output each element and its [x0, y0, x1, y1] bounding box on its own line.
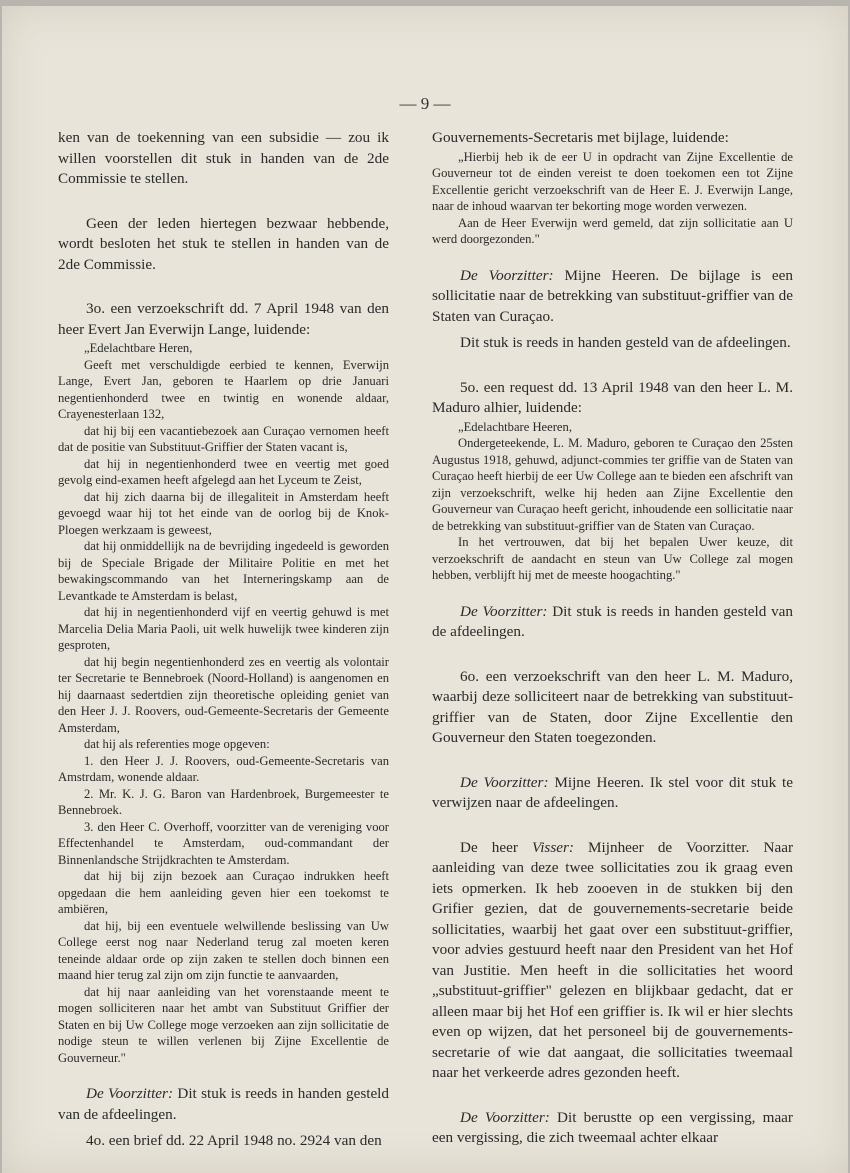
quote-line: „Edelachtbare Heeren, — [458, 419, 572, 434]
paragraph-text: Dit berustte op een vergissing, maar een vergissing, die zich tweemaal achter elkaar — [432, 1108, 793, 1146]
quote-line: dat hij in negentienhonderd vijf en veertig gehuwd is met Marcelia Delia Maria Paoli, uit welk huwelijk twee kinderen zijn gesproten, — [58, 605, 389, 652]
quote-line: dat hij bij zijn bezoek aan Curaçao indrukken heeft opgedaan die hem aanleiding geven hier een toekomst te ambiëren, — [58, 869, 389, 916]
paragraph — [432, 602, 793, 643]
speaker: De Voorzitter: — [460, 266, 554, 284]
quote-line: dat hij onmiddellijk na de bevrijding ingedeeld is geworden bij de Speciale Brigade der Militaire Politie en met het bewakingscommando van het Interneringskamp aan de Levantkade te Amsterdam is belast, — [58, 539, 389, 603]
quote-line: dat hij in negentienhonderd twee en veertig met goed gevolg eind-examen heeft afgelegd aan het Lyceum te Zeist, — [58, 456, 389, 487]
paragraph-text: Mijne Heeren. Ik stel voor dit stuk te verwijzen naar de afdeelingen. — [432, 773, 793, 811]
paragraph-text: Mijnheer de Voorzitter. Naar aanleiding van deze twee sollicitaties zou ik graag even iets opmerken. Ik heb zooeven in de stukken bij den Grifier gezien, dat de gouvernements-secretarie beide sollicitaties, waarbij het gaat over een substituut-griffier, voor advies gestuurd heeft naar den President van het Hof van Justitie. Men heeft in die sollicitaties het woord „substituut-griffier" gelezen en blijkbaar gedacht, dat er alleen maar bij het Hof een griffier is. Ik wil er hier slechts even op wijzen, dat het personeel bij de gouvernements-secretarie of wie dat aangaat, die sollicitaties tweemaal naar het verkeerde adres gezonden heeft. — [432, 838, 793, 1081]
agenda-item-5: 5o. een request dd. 13 April 1948 van den heer L. M. Maduro alhier, luidende: — [432, 378, 793, 416]
paragraph: Gouvernements-Secretaris met bijlage, luidende: — [432, 129, 729, 146]
speaker: De Voorzitter: — [460, 602, 548, 620]
speaker: De Voorzitter: — [86, 1085, 174, 1102]
agenda-item-3: 3o. een verzoekschrift dd. 7 April 1948 van den heer Evert Jan Everwijn Lange, luidende: — [58, 300, 389, 338]
quote-line: dat hij, bij een eventuele welwillende beslissing van Uw College eerst nog naar Nederland terug zal moeten keren teneinde aldaar orde op zijn zaken te stellen doch binnen een maand hier terug zal zijn om zijn functie te aanvaarden, — [58, 918, 389, 982]
paragraph — [432, 773, 793, 814]
speaker-prefix: De heer — [460, 838, 533, 856]
paragraph — [432, 266, 793, 328]
paragraph: Geen der leden hiertegen bezwaar hebbende, wordt besloten het stuk te stellen in handen van de 2de Commissie. — [58, 214, 389, 273]
paragraph-text: Dit stuk is reeds in handen gesteld van de afdeelingen. — [58, 1085, 389, 1123]
quote-line: 3. den Heer C. Overhoff, voorzitter van de vereniging voor Effectenhandel te Amsterdam, oud-commandant der Binnenlandsche Strijdkrachten te Amsterdam. — [58, 819, 389, 867]
page-number: — 9 — — [399, 94, 451, 113]
quote-line: In het vertrouwen, dat bij het bepalen Uwer keuze, dit verzoekschrift de aandacht en steun van Uw College zal mogen hebben, verblijft hij met de meeste hoogachting." — [432, 535, 793, 582]
paragraph: ken van de toekenning van een subsidie — zou ik willen voorstellen dit stuk in handen van de 2de Commissie te stellen. — [58, 129, 389, 187]
quote-line: dat hij naar aanleiding van het vorenstaande meent te mogen solliciteren naar het ambt van Substituut Griffier der Staten en bij Uw College moge verzoeken aan zijn sollicitatie de nodige steun te willen verlenen bij Zijne Excellentie de Gouverneur." — [58, 984, 389, 1065]
paragraph: Dit stuk is reeds in handen gesteld van de afdeelingen. — [460, 334, 791, 351]
quote-line: dat hij bij een vacantiebezoek aan Curaçao vernomen heeft dat de positie van Substituut-Griffier der Staten vacant is, — [58, 423, 389, 454]
agenda-item-6: 6o. een verzoekschrift van den heer L. M. Maduro, waarbij deze solliciteert naar de betrekking van substituut-griffier van de Staten, door Zijne Excellentie den Gouverneur den Staten toegezonden. — [432, 667, 793, 746]
quote-line: 2. Mr. K. J. G. Baron van Hardenbroek, Burgemeester te Bennebroek. — [58, 786, 389, 817]
quote-line: dat hij als referenties moge opgeven: — [84, 737, 270, 751]
speaker: De Voorzitter: — [460, 773, 549, 791]
quote-line: dat hij begin negentienhonderd zes en veertig als volontair ter Secretarie te Bennebroek (Noord-Holland) is aangenomen en hij daarnaast sedertdien zijn theoretische opleiding geniet van den Heer J. J. Roovers, oud-Gemeente-Secretaris der Gemeente Amsterdam, — [58, 654, 389, 735]
paragraph — [58, 1084, 389, 1125]
speaker: Visser: — [532, 838, 574, 856]
left-column — [58, 128, 389, 1152]
quote-line: 1. den Heer J. J. Roovers, oud-Gemeente-Secretaris van Amstrdam, wonende aldaar. — [58, 753, 389, 784]
paragraph-text: Dit stuk is reeds in handen gesteld van de afdeelingen. — [432, 602, 793, 640]
quote-line: Aan de Heer Everwijn werd gemeld, dat zijn sollicitatie aan U werd doorgezonden." — [432, 215, 793, 246]
paragraph — [432, 1108, 793, 1149]
quote-line: Ondergeteekende, L. M. Maduro, geboren te Curaçao den 25sten Augustus 1918, gehuwd, adjunct-commies ter griffie van de Staten van Curaçao heeft hierbij de eer Uw College aan te bieden een afschrift van zijn verzoekschrift, welke hij heden aan Zijne Excellentie den Gouverneur van Curaçao heeft gericht, inhoudende een sollicitatie naar de betrekking van substituut-griffier van de Staten van Curaçao. — [432, 436, 793, 533]
quote-line: „Hierbij heb ik de eer U in opdracht van Zijne Excellentie de Gouverneur tot de einden vereist te doen toekomen een tot Zijne Excellentie gericht verzoekschrift van de Heer E. J. Everwijn Lange, naar de inhoud waarvan ter bekorting moge worden verwezen. — [432, 149, 793, 213]
agenda-item-4: 4o. een brief dd. 22 April 1948 no. 2924 van den — [86, 1132, 382, 1149]
speaker: De Voorzitter: — [460, 1108, 550, 1126]
quote-line: dat hij zich daarna bij de illegaliteit in Amsterdam heeft gevoegd waar hij tot het einde van de oorlog bij de Knok-Ploegen werkzaam is geweest, — [58, 489, 389, 537]
quote-line: „Edelachtbare Heren, — [84, 341, 193, 355]
right-column — [432, 128, 793, 1149]
paragraph-text: Mijne Heeren. De bijlage is een sollicitatie naar de betrekking van substituut-griffier van de Staten van Curaçao. — [432, 266, 793, 325]
quote-line: Geeft met verschuldigde eerbied te kennen, Everwijn Lange, Evert Jan, geboren te Haarlem op drie Januari negentienhonderd twee en twintig en wonende aldaar, Crayenesterlaan 132, — [58, 357, 389, 421]
paragraph — [432, 838, 793, 1084]
